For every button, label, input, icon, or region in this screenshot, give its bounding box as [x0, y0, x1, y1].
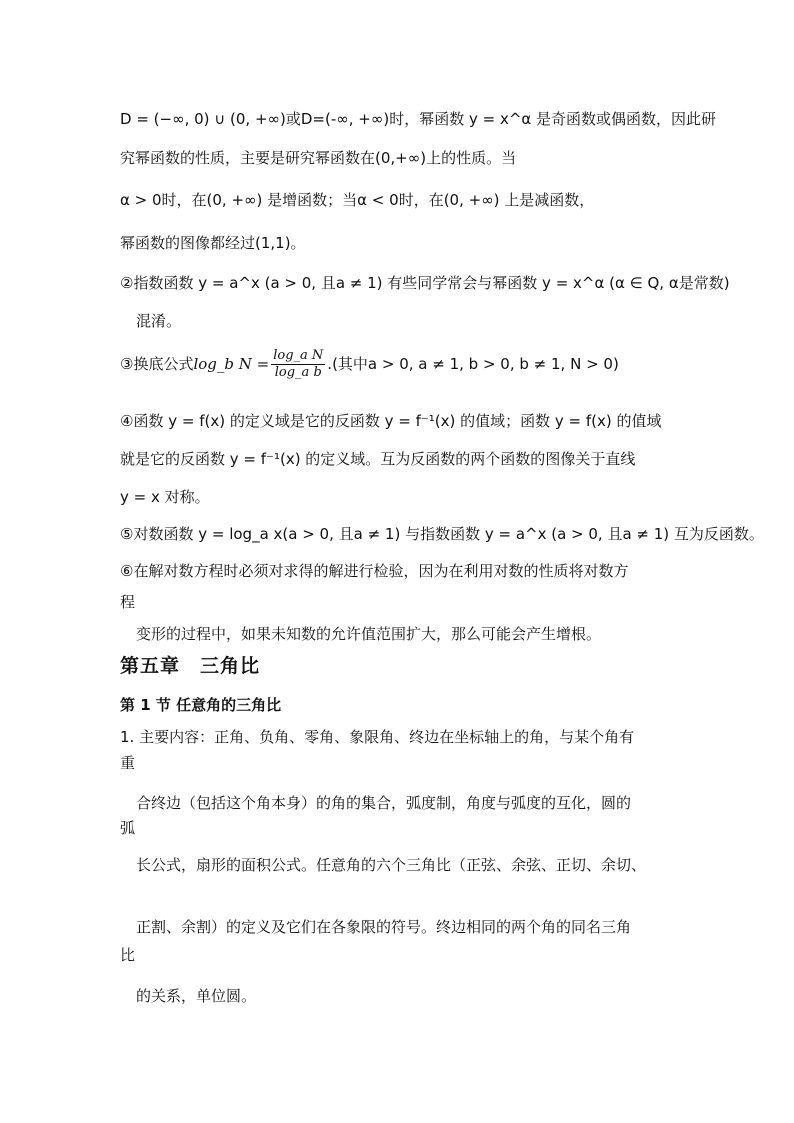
text-line-1: D = (−∞, 0) ∪ (0, +∞)或D=(-∞, +∞)时，幂函数 y = x^α 是奇函数或偶函数，因此研	[120, 110, 717, 128]
section-title: 第 1 节 任意角的三角比	[120, 696, 282, 714]
content-line-1: 1. 主要内容：正角、负角、零角、象限角、终边在坐标轴上的角，与某个角有	[120, 728, 635, 746]
formula-fraction	[271, 348, 325, 381]
text-line-13: 程	[120, 593, 136, 611]
fraction-numerator: log_a N	[273, 348, 324, 363]
text-line-11: ⑤对数函数 y = log_a x(a > 0, 且a ≠ 1) 与指数函数 y = a^x (a > 0, 且a ≠ 1) 互为反函数。	[120, 525, 764, 543]
text-line-12: ⑥在解对数方程时必须对求得的解进行检验，因为在利用对数的性质将对数方	[120, 562, 629, 580]
text-line-4: 幂函数的图像都经过(1,1)。	[120, 234, 306, 252]
content-line-5: 长公式，扇形的面积公式。任意角的六个三角比（正弦、余弦、正切、余切、	[136, 856, 647, 874]
chapter-title: 第五章 三角比	[120, 655, 261, 677]
content-line-2: 重	[120, 754, 136, 772]
text-line-2: 究幂函数的性质，主要是研究幂函数在(0,+∞)上的性质。当	[120, 149, 517, 167]
fraction-denominator: log_a b	[274, 365, 322, 380]
text-line-10: y = x 对称。	[120, 488, 210, 506]
text-line-3: α > 0时，在(0, +∞) 是增函数；当α < 0时，在(0, +∞) 上是减函数，	[120, 191, 595, 209]
content-line-6: 正割、余割）的定义及它们在各象限的符号。终边相同的两个角的同名三角	[136, 918, 632, 936]
formula-intro: ③换底公式	[120, 355, 194, 373]
text-line-9: 就是它的反函数 y = f⁻¹(x) 的定义域。互为反函数的两个函数的图像关于直线	[120, 450, 636, 468]
content-line-7: 比	[120, 946, 136, 964]
content-line-8: 的关系，单位圆。	[136, 987, 257, 1005]
formula-lhs: log_b N =	[193, 355, 270, 373]
text-line-6: 混淆。	[136, 312, 182, 330]
text-line-14: 变形的过程中，如果未知数的允许值范围扩大，那么可能会产生增根。	[136, 625, 602, 643]
change-of-base-formula	[120, 344, 619, 384]
text-line-8: ④函数 y = f(x) 的定义域是它的反函数 y = f⁻¹(x) 的值域；函数 y = f(x) 的值域	[120, 412, 662, 430]
text-line-5: ②指数函数 y = a^x (a > 0, 且a ≠ 1) 有些同学常会与幂函数 y = x^α (α ∈ Q, α是常数)	[120, 274, 730, 292]
content-line-4: 弧	[120, 819, 136, 837]
formula-condition: .(其中a > 0, a ≠ 1, b > 0, b ≠ 1, N > 0)	[327, 355, 619, 373]
content-line-3: 合终边（包括这个角本身）的角的集合，弧度制，角度与弧度的互化，圆的	[136, 794, 632, 812]
